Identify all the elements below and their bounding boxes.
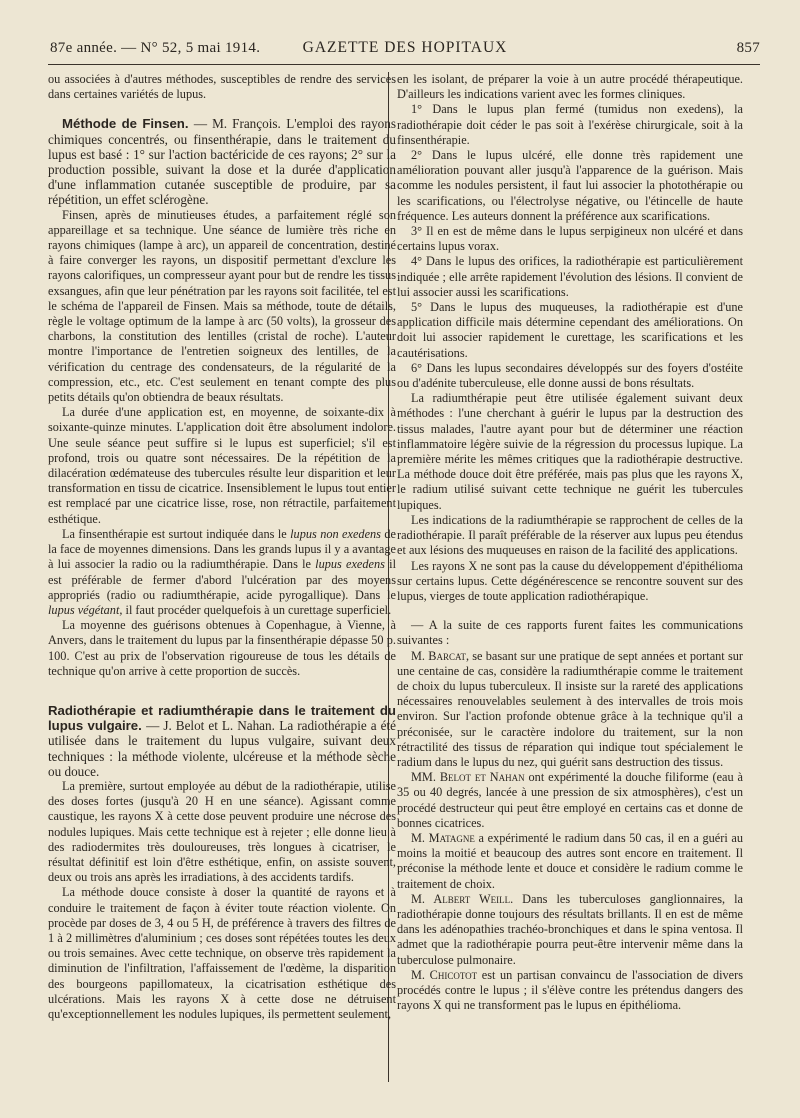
text-run: ont expérimenté la douche filiforme (eau à 35 ou 40 degrés, lancée à une pression de six atmosphères), c'est un procédé destructeur qui peut être employé en certains cas et donne de bonnes cicatrices.: [397, 770, 743, 830]
text-run: il est préférable de fermer d'abord l'ulcération par des moyens appropriés (radio ou radiumthérapie, acide pyrogallique). Dans le: [48, 557, 396, 602]
paragraph: 5° Dans le lupus des muqueuses, la radiothérapie est d'une application difficile mais détermine cependant des améliorations. On doit lui associer rapidement le curettage, les scarifications et les cautérisations.: [397, 300, 743, 360]
italic-term: lupus végétant,: [48, 602, 123, 617]
text-run: se basant sur une pratique de sept années et portant sur une centaine de cas, considère la radiumthérapie comme le traitement de choix du lupus tuberculeux. Il insiste sur la rareté des applications nécessaires renouvelables seulement à des intervalles de trois mois environ. Sur l'action profonde obtenue grâce à la technique qu'il a préconisée, sur le caractère indolore du traitement, sur la non rétractilité des tissus de réparation qui indique tout spécialement le radium dans le lupus du nez, qui guérit sans destruction des tissus.: [397, 648, 743, 769]
paragraph: 6° Dans les lupus secondaires développés sur des foyers d'ostéite ou d'adénite tuberculeuse, elle donne aussi de bons résultats.: [397, 360, 743, 391]
paragraph: Finsen, après de minutieuses études, a parfaitement réglé son appareillage et sa technique. Une séance de lumière très riche en rayons chimiques (lampe à arc), un appareil de concentration, destiné à faire converger les rayons, un dispositif permettant d'exclure les rayons calorifiques, un compresseur ayant pour but de rendre les tissus exsangues, afin que leur pénétration par les rayons soit facilitée, tel est le schéma de l'appareil de Finsen. Mais sa méthode, toute de détails, règle le voltage optimum de la lampe à arc (50 volts), la grosseur des charbons, la constitution des lentilles (cristal de roche). L'auteur montre l'importance de l'entretien soigneux des lentilles, de la vérification du centrage des condensateurs, de la régularité de la compression, etc., etc. C'est seulement en tenant compte des plus petits détails qu'on obtiendra de beaux résultats.: [48, 207, 396, 405]
right-column: [397, 72, 743, 1013]
paragraph: La méthode douce consiste à doser la quantité de rayons et à conduire le traitement de façon à éviter toute réaction violente. On procède par doses de 3, 4 ou 5 H, de préférence à travers des filtres de 1 à 2 millimètres d'aluminium ; ces doses sont répétées toutes les deux ou trois semaines. Avec cette technique, on observe très rapidement la diminution de l'infiltration, l'affaissement de l'œdème, la disparition des bourgeons papillomateux, la cicatrisation esthétique des ulcérations. Mais les rayons X à cette dose ne détruisent qu'exceptionnellement les nodules lupiques, ils permettent seulement,: [48, 885, 396, 1021]
text-run: il faut procéder quelquefois à un curettage superficiel.: [122, 602, 392, 617]
paragraph: en les isolant, de préparer la voie à un autre procédé thérapeutique. D'ailleurs les indications varient avec les formes cliniques.: [397, 72, 743, 102]
speaker-name: M. Barcat,: [411, 648, 470, 663]
paragraph: 1° Dans le lupus plan fermé (tumidus non exedens), la radiothérapie doit céder le pas soit à l'exérèse chirurgicale, soit à la finsenthérapie.: [397, 102, 743, 147]
paragraph: 3° Il en est de même dans le lupus serpigineux non ulcéré et dans certains lupus vorax.: [397, 224, 743, 254]
page-number: 857: [736, 40, 760, 56]
page-header: [50, 36, 760, 60]
issue-info: 87e année. — N° 52, 5 mai 1914.: [50, 40, 261, 56]
section-author: — J. Belot et L. Nahan.: [146, 718, 275, 734]
journal-title: GAZETTE DES HOPITAUX: [302, 39, 508, 56]
paragraph: — A la suite de ces rapports furent faites les communications suivantes :: [397, 618, 743, 648]
text-run: a expérimenté le radium dans 50 cas, il en a guéri au moins la moitié et beaucoup des autres sont encore en traitement. Il préconise la méthode lente et douce et considère le radium comme le traitement de choix.: [397, 830, 743, 891]
communication-matagne: [397, 831, 743, 892]
header-rule: [48, 64, 760, 65]
paragraph: La radiothérapie a été utilisée dans le traitement du lupus vulgaire, suivant deux techniques : la méthode violente, ulcéreuse et la méthode sèche ou douce.: [48, 718, 396, 779]
communication-belot: [397, 770, 743, 831]
italic-term: lupus exedens: [315, 557, 385, 572]
section-finsen: [48, 116, 396, 207]
section-heading: Radiothérapie et radiumthérapie dans le traitement du lupus vulgaire.: [48, 702, 396, 734]
paragraph: [48, 527, 396, 618]
italic-term: lupus non exedens: [290, 526, 381, 541]
paragraph: 2° Dans le lupus ulcéré, elle donne très rapidement une amélioration pouvant aller jusqu'à l'apparence de la guérison. Mais comme les nodules persistent, il faut lui associer la photothérapie ou les scarifications, ou l'électrolyse négative, ou l'étincelle de haute fréquence. Les auteurs donnent la préférence aux scarifications.: [397, 148, 743, 223]
speaker-name: M. Albert Weill.: [411, 891, 514, 906]
communication-chicotot: [397, 968, 743, 1014]
section-author: — M. François.: [193, 116, 281, 132]
paragraph: 4° Dans le lupus des orifices, la radiothérapie est particulièrement indiquée ; elle arrête rapidement l'évolution des lésions. Il convient de lui associer aussi les scarifications.: [397, 254, 743, 299]
paragraph: Les rayons X ne sont pas la cause du développement d'épithélioma sur certains lupus. Cette dégénérescence se rencontre souvent sur des lupus, vierges de toute application radiothérapique.: [397, 558, 743, 603]
left-column: [48, 72, 396, 1022]
paragraph: La durée d'une application est, en moyenne, de soixante-dix à soixante-quinze minutes. L'application doit être absolument indolore. Une seule séance peut suffire si le lupus est superficiel; s'il est profond, trois ou quatre sont nécessaires. De la répétition de la dilacération œdémateuse des tubercules résulte leur disparition et leur transformation en tissu de cicatrice. Insensiblement le lupus tout entier est remplacé par une cicatrice lisse, rose, non rétractile, parfaitement esthétique.: [48, 405, 396, 526]
section-radio: [48, 703, 396, 779]
paragraph: La première, surtout employée au début de la radiothérapie, utilise des doses fortes (jusqu'à 20 H en une séance). Agissant comme caustique, les rayons X à cette dose peuvent produire une nécrose des nodules lupiques. Mais cette technique est à rejeter ; elle donne lieu à des radiodermites très douloureuses, très longues à cicatriser, le résultat définitif est loin d'être esthétique, enfin, on assiste souvent, deux ou trois ans après les irradiations, à des accidents tardifs.: [48, 778, 396, 885]
text-run: Dans les tuberculoses ganglionnaires, la radiothérapie donne toujours des résultats brillants. Il en est de même dans les adénopathies trachéo-bronchiques et dans le spina ventosa. Il admet que la radiothérapie pourra peut-être intervenir même dans la tuberculose pulmonaire.: [397, 891, 743, 967]
speaker-name: M. Chicotot: [411, 967, 478, 982]
communication-barcat: [397, 649, 743, 771]
text-run: La finsenthérapie est surtout indiquée dans le: [62, 526, 291, 541]
intro-paragraph: ou associées à d'autres méthodes, susceptibles de rendre des services dans certaines variétés de lupus.: [48, 72, 396, 102]
paragraph: La moyenne des guérisons obtenues à Copenhague, à Vienne, à Anvers, dans le traitement du lupus par la finsenthérapie dépasse 50 p. 100. C'est au prix de l'observation rigoureuse de tous les détails de technique qu'on arrive à cette proportion de succès.: [48, 618, 396, 678]
section-heading: Méthode de Finsen.: [62, 116, 189, 132]
paragraph: La radiumthérapie peut être utilisée également suivant deux méthodes : l'une cherchant à guérir le lupus par la destruction des tissus malades, l'autre ayant pour but de déterminer une réaction inflammatoire légère suivie de la régression du processus lupique. La première mérite les mêmes critiques que la radiothérapie destructive. La méthode douce doit être préférée, mais pas plus que les rayons X, le radium utilisé suivant cette technique ne guérit les tubercules lupiques.: [397, 391, 743, 512]
paragraph: L'emploi des rayons chimiques concentrés, ou finsenthérapie, dans le traitement du lupus est basé : 1° sur l'action bactéricide de ces rayons; 2° sur la production possible, suivant la dose et la durée d'application d'une inflammation cutanée susceptible de produire, par sa répétition, un effet sclérogène.: [48, 116, 397, 208]
text-run: est un partisan convaincu de l'association de divers procédés contre le lupus ; il s'élève contre les prétendus dangers des rayons X qui ne transforment pas le lupus en épithélioma.: [397, 967, 743, 1013]
speaker-name: M. Matagne: [411, 830, 475, 845]
paragraph: Les indications de la radiumthérapie se rapprochent de celles de la radiothérapie. Il paraît préférable de la réserver aux lupus peu étendus et aux lésions des muqueuses en raison de la facilité des applications.: [397, 512, 743, 558]
communication-weill: [397, 892, 743, 968]
speaker-name: MM. Belot et Nahan: [411, 770, 525, 785]
text-run: de la face de moyennes dimensions. Dans les grands lupus il y a avantage à lui associer la radio ou la radiumthérapie. Dans le: [48, 526, 396, 572]
